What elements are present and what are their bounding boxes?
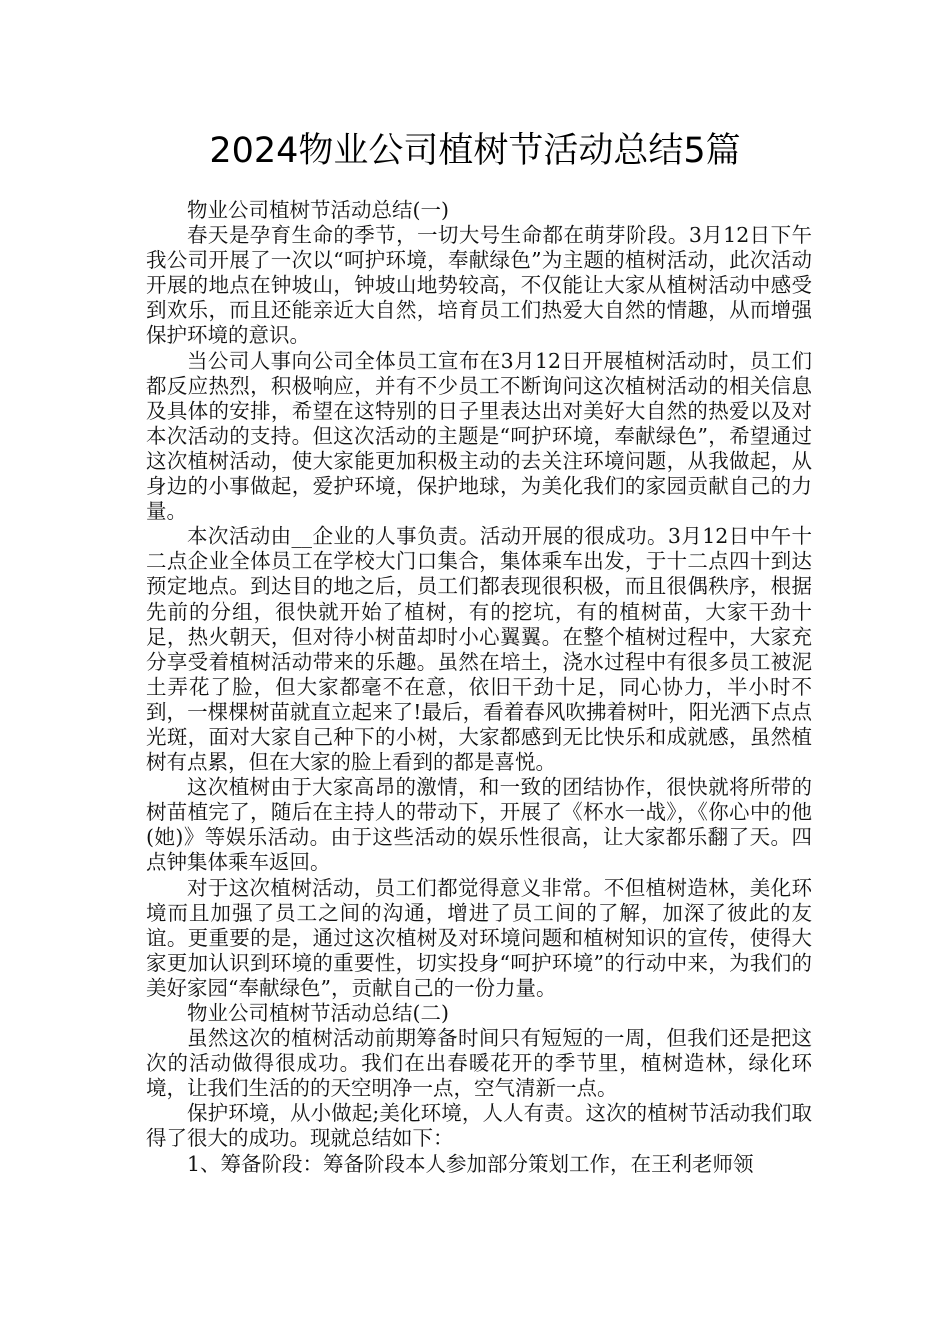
paragraph: 这次植树由于大家高昂的激情，和一致的团结协作，很快就将所带的树苗植完了，随后在主持人的带动下，开展了《杯水一战》，《你心中的他(她)》等娱乐活动。由于这些活动的娱乐性很高，让大家都乐翻了天。四点钟集体乘车返回。: [146, 775, 812, 875]
paragraph: 虽然这次的植树活动前期筹备时间只有短短的一周，但我们还是把这次的活动做得很成功。我们在出春暖花开的季节里，植树造林，绿化环境，让我们生活的的天空明净一点，空气清新一点。: [146, 1026, 812, 1101]
section-heading-1: 物业公司植树节活动总结(一): [187, 198, 449, 222]
paragraph: 春天是孕育生命的季节，一切大号生命都在萌芽阶段。3月12日下午我公司开展了一次以“呵护环境，奉献绿色”为主题的植树活动，此次活动开展的地点在钟坡山，钟坡山地势较高，不仅能让大家从植树活动中感受到欢乐，而且还能亲近大自然，培育员工们热爱大自然的情趣，从而增强保护环境的意识。: [146, 223, 812, 348]
document-body: [146, 198, 812, 1177]
paragraph: 当公司人事向公司全体员工宣布在3月12日开展植树活动时，员工们都反应热烈，积极响应，并有不少员工不断询问这次植树活动的相关信息及具体的安排，希望在这特别的日子里表达出对美好大自然的热爱以及对本次活动的支持。但这次活动的主题是“呵护环境，奉献绿色”，希望通过这次植树活动，使大家能更加积极主动的去关注环境问题，从我做起，从身边的小事做起，爱护环境，保护地球，为美化我们的家园贡献自己的力量。: [146, 348, 812, 524]
paragraph: 保护环境，从小做起;美化环境，人人有责。这次的植树节活动我们取得了很大的成功。现就总结如下：: [146, 1101, 812, 1151]
paragraph: 对于这次植树活动，员工们都觉得意义非常。不但植树造林，美化环境而且加强了员工之间的沟通，增进了员工间的了解，加深了彼此的友谊。更重要的是，通过这次植树及对环境问题和植树知识的宣传，使得大家更加认识到环境的重要性，切实投身“呵护环境”的行动中来，为我们的美好家园“奉献绿色”，贡献自己的一份力量。: [146, 875, 812, 1000]
paragraph: 1、筹备阶段：筹备阶段本人参加部分策划工作，在王利老师领: [187, 1151, 754, 1176]
section-heading-2: 物业公司植树节活动总结(二): [187, 1001, 449, 1025]
paragraph: 本次活动由__企业的人事负责。活动开展的很成功。3月12日中午十二点企业全体员工在学校大门口集合，集体乘车出发，于十二点四十到达预定地点。到达目的地之后，员工们都表现很积极，而且很偶秩序，根据先前的分组，很快就开始了植树，有的挖坑，有的植树苗，大家干劲十足，热火朝天，但对待小树苗却时小心翼翼。在整个植树过程中，大家充分享受着植树活动带来的乐趣。虽然在培土，浇水过程中有很多员工被泥土弄花了脸，但大家都毫不在意，依旧干劲十足，同心协力，半小时不到，一棵棵树苗就直立起来了!最后，看着春风吹拂着树叶，阳光洒下点点光斑，面对大家自己种下的小树，大家都感到无比快乐和成就感，虽然植树有点累，但在大家的脸上看到的都是喜悦。: [146, 524, 812, 775]
document-title: 2024物业公司植树节活动总结5篇: [209, 131, 741, 171]
